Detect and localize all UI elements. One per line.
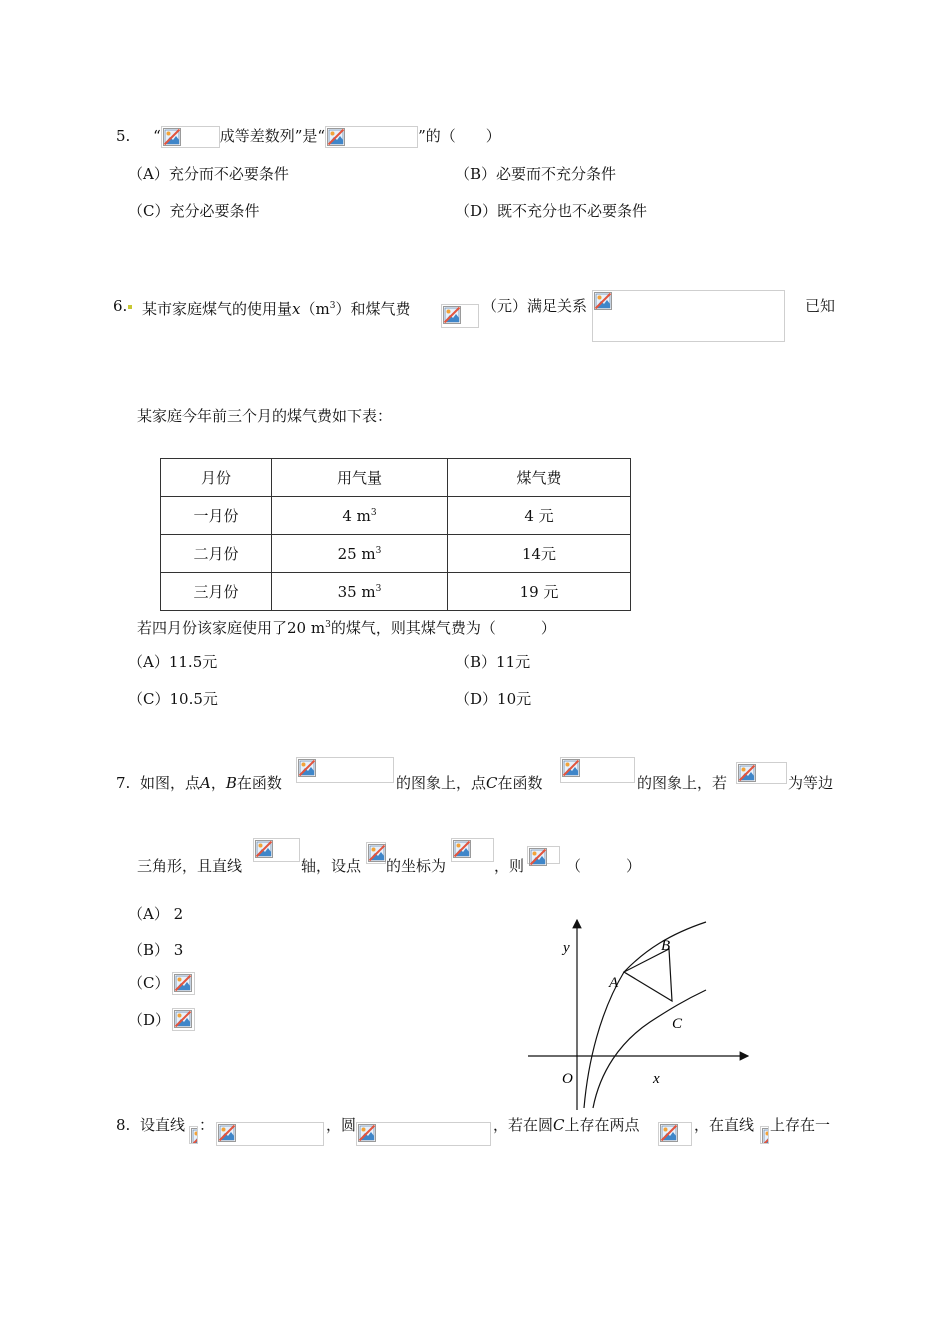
q7-option-d: （D） bbox=[128, 1011, 171, 1029]
q6-sup: 3 bbox=[329, 301, 336, 311]
q7-line-ab-broken-image-icon bbox=[253, 838, 300, 862]
table-cell-usage: 4 $m^3$ bbox=[272, 497, 448, 535]
q5-formula-2-broken-image-icon bbox=[325, 126, 418, 148]
label-a: A bbox=[609, 975, 619, 991]
q7-text-3: 的图象上，点C在函数 bbox=[396, 774, 543, 792]
q6-option-d: （D）10元 bbox=[455, 690, 532, 708]
q7-line2-1: 三角形，且直线 bbox=[137, 857, 243, 875]
q6-text-3: ）和煤气费 bbox=[335, 300, 411, 318]
table-cell-usage: 35 $m^3$ bbox=[272, 573, 448, 611]
q7-option-b: （B） 3 bbox=[128, 941, 184, 959]
table-cell-month: 二月份 bbox=[161, 535, 272, 573]
table-row bbox=[161, 535, 631, 573]
q6-option-b: （B）11元 bbox=[455, 653, 531, 671]
table-cell-month: 一月份 bbox=[161, 497, 272, 535]
q7-option-d-broken-image-icon bbox=[172, 1008, 195, 1031]
q8-text-2: ，圆 bbox=[326, 1116, 357, 1134]
q6-line-1 bbox=[142, 296, 410, 319]
q6-line-2: 某家庭今年前三个月的煤气费如下表： bbox=[137, 407, 393, 425]
table-header-fee: 煤气费 bbox=[448, 459, 631, 497]
q7-triangle-broken-image-icon bbox=[736, 762, 787, 784]
curve-lower bbox=[593, 990, 706, 1108]
q7-option-a: （A） 2 bbox=[128, 905, 184, 923]
table-cell-fee: 4 元 bbox=[448, 497, 631, 535]
table-header-usage: 用气量 bbox=[272, 459, 448, 497]
q7-answer-broken-image-icon bbox=[527, 846, 560, 864]
q7-function-1-broken-image-icon bbox=[296, 757, 394, 783]
q7-figure bbox=[520, 912, 760, 1112]
label-y: y bbox=[563, 940, 570, 956]
q6-var-x: x bbox=[292, 300, 301, 318]
q5-option-d: （D）既不充分也不必要条件 bbox=[455, 202, 648, 220]
q8-points-broken-image-icon bbox=[658, 1122, 692, 1146]
q5-text-end: ”的（ ） bbox=[418, 127, 501, 145]
q7-text-5: 的图象上，若 bbox=[637, 774, 728, 792]
table-header-month: 月份 bbox=[161, 459, 272, 497]
table-cell-fee: 14元 bbox=[448, 535, 631, 573]
q8-colon: ： bbox=[199, 1116, 215, 1134]
q6-text-4: （元）满足关系 bbox=[482, 297, 588, 315]
q6-text-2: （m bbox=[300, 300, 330, 318]
q6-formula-relation-broken-image-icon bbox=[592, 290, 785, 342]
q6-formula-y-broken-image-icon bbox=[441, 304, 479, 328]
q6-question-1: 若四月份该家庭使用了20 m bbox=[137, 619, 326, 637]
q6-number: 6. bbox=[113, 296, 132, 316]
q5-option-c: （C）充分必要条件 bbox=[128, 202, 260, 220]
q7-line2-5: （ ） bbox=[566, 857, 642, 875]
curve-upper bbox=[584, 922, 706, 1108]
q5-option-b: （B）必要而不充分条件 bbox=[455, 165, 617, 183]
q7-coord-broken-image-icon bbox=[451, 838, 494, 862]
q7-number: 7. bbox=[116, 774, 131, 792]
q7-line2-2: 轴，设点 bbox=[301, 857, 362, 875]
q7-option-c-broken-image-icon bbox=[172, 972, 195, 995]
q7-text-1: 如图，点A，B在函数 bbox=[140, 774, 282, 792]
q7-function-2-broken-image-icon bbox=[560, 757, 635, 783]
label-origin: O bbox=[562, 1071, 573, 1087]
q7-point-broken-image-icon bbox=[366, 842, 386, 864]
table-row bbox=[161, 497, 631, 535]
table-header-row bbox=[161, 459, 631, 497]
q8-number: 8. bbox=[116, 1116, 131, 1134]
q5-formula-1-broken-image-icon bbox=[161, 126, 220, 148]
q5-line bbox=[116, 126, 501, 148]
q7-text-6: 为等边 bbox=[788, 774, 834, 792]
label-c: C bbox=[672, 1016, 683, 1032]
q7-line2-4: ，则 bbox=[494, 857, 525, 875]
q6-option-a: （A）11.5元 bbox=[128, 653, 218, 671]
q6-text-1: 某市家庭煤气的使用量 bbox=[142, 300, 293, 318]
q6-question bbox=[137, 615, 556, 638]
q8-text-6: 上存在一 bbox=[770, 1116, 831, 1134]
q6-gas-table bbox=[160, 458, 631, 611]
q7-option-c: （C） bbox=[128, 974, 170, 992]
q6-text-5: 已知 bbox=[805, 297, 836, 315]
q5-option-a: （A）充分而不必要条件 bbox=[128, 165, 289, 183]
table-cell-fee: 19 元 bbox=[448, 573, 631, 611]
q8-line-name-2-broken-image-icon bbox=[760, 1126, 769, 1144]
q8-text-5: ，在直线 bbox=[694, 1116, 755, 1134]
q5-text-mid: 成等差数列”是“ bbox=[219, 127, 326, 145]
q8-line-name-broken-image-icon bbox=[189, 1126, 198, 1144]
q5-open-quote: “ bbox=[153, 127, 161, 145]
q7-line2-3: 的坐标为 bbox=[386, 857, 447, 875]
label-x: x bbox=[653, 1071, 660, 1087]
q6-question-sup: 3 bbox=[325, 620, 331, 630]
q8-circle-eq-broken-image-icon bbox=[356, 1122, 491, 1146]
q8-text-1: 设直线 bbox=[140, 1116, 186, 1134]
q8-text-3: ，若在圆C上存在两点 bbox=[493, 1116, 640, 1134]
q6-question-2: 的煤气，则其煤气费为（ ） bbox=[330, 619, 556, 637]
label-b: B bbox=[661, 938, 671, 954]
table-cell-usage: 25 $m^3$ bbox=[272, 535, 448, 573]
q6-option-c: （C）10.5元 bbox=[128, 690, 218, 708]
q5-number: 5. bbox=[116, 127, 131, 145]
triangle-abc bbox=[624, 949, 672, 1001]
q8-line-eq-broken-image-icon bbox=[216, 1122, 324, 1146]
table-row bbox=[161, 573, 631, 611]
table-cell-month: 三月份 bbox=[161, 573, 272, 611]
